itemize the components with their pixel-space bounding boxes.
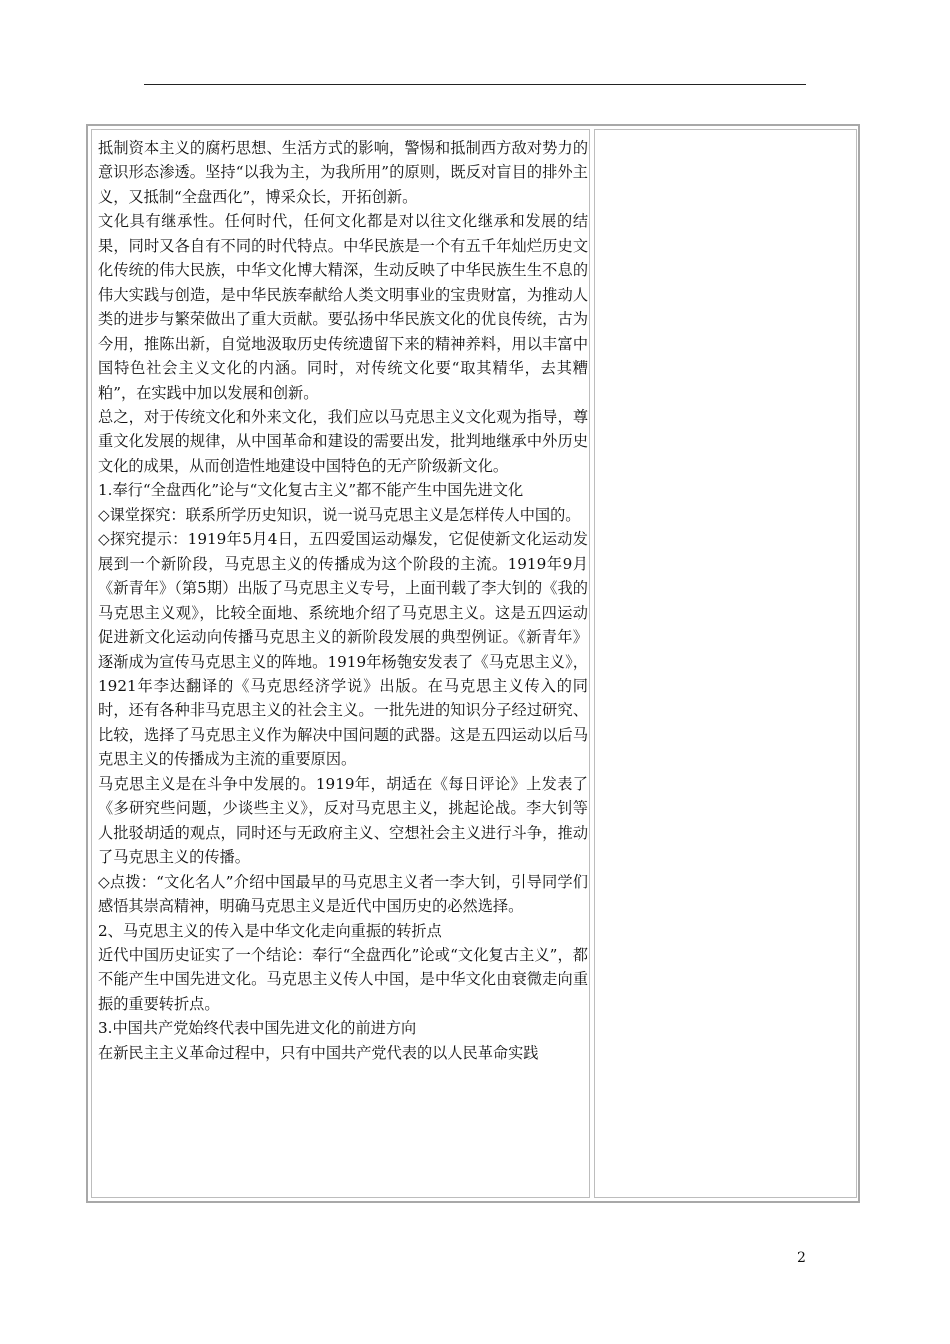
main-text	[98, 136, 588, 1065]
notes-cell	[594, 129, 857, 1198]
section-heading: 2、马克思主义的传入是中华文化走向重振的转折点	[98, 921, 442, 940]
paragraph: ◇点拨：“文化名人”介绍中国最早的马克思主义者一李大钊，引导同学们感悟其崇高精神，明确马克思主义是近代中国历史的必然选择。	[98, 872, 588, 916]
page-number: 2	[797, 1250, 806, 1266]
content-table	[86, 124, 860, 1203]
main-text-cell	[91, 129, 590, 1198]
paragraph: 抵制资本主义的腐朽思想、生活方式的影响，警惕和抵制西方敌对势力的意识形态渗透。坚持“以我为主，为我所用”的原则，既反对盲目的排外主义，又抵制“全盘西化”，博采众长，开拓创新。	[98, 139, 588, 206]
header-rule	[144, 84, 806, 85]
paragraph: 文化具有继承性。任何时代，任何文化都是对以往文化继承和发展的结果，同时又各自有不同的时代特点。中华民族是一个有五千年灿烂历史文化传统的伟大民族，中华文化博大精深，生动反映了中华民族生生不息的伟大实践与创造，是中华民族奉献给人类文明事业的宝贵财富，为推动人类的进步与繁荣做出了重大贡献。要弘扬中华民族文化的优良传统，古为今用，推陈出新，自觉地汲取历史传统遗留下来的精神养料，用以丰富中国特色社会主义文化的内涵。同时，对传统文化要“取其精华，去其糟粕”，在实践中加以发展和创新。	[98, 212, 588, 402]
paragraph: 马克思主义是在斗争中发展的。1919年，胡适在《每日评论》上发表了《多研究些问题，少谈些主义》，反对马克思主义，挑起论战。李大钊等人批驳胡适的观点，同时还与无政府主义、空想社会主义进行斗争，推动了马克思主义的传播。	[98, 774, 588, 867]
paragraph: ◇课堂探究：联系所学历史知识，说一说马克思主义是怎样传人中国的。	[98, 505, 581, 524]
section-heading: 3.中国共产党始终代表中国先进文化的前进方向	[98, 1019, 417, 1038]
paragraph: 总之，对于传统文化和外来文化，我们应以马克思主义文化观为指导，尊重文化发展的规律，从中国革命和建设的需要出发，批判地继承中外历史文化的成果，从而创造性地建设中国特色的无产阶级新文化。	[98, 407, 588, 475]
paragraph: 在新民主主义革命过程中，只有中国共产党代表的以人民革命实践	[98, 1043, 539, 1062]
paragraph: ◇探究提示：1919年5月4日，五四爱国运动爆发，它促使新文化运动发展到一个新阶段，马克思主义的传播成为这个阶段的主流。1919年9月《新青年》（第5期）出版了马克思主义专号，上面刊载了李大钊的《我的马克思主义观》，比较全面地、系统地介绍了马克思主义。这是五四运动促进新文化运动向传播马克思主义的新阶段发展的典型例证。《新青年》逐渐成为宣传马克思主义的阵地。1919年杨匏安发表了《马克思主义》，1921年李达翻译的《马克思经济学说》出版。在马克思主义传入的同时，还有各种非马克思主义的社会主义。一批先进的知识分子经过研究、比较，选择了马克思主义作为解决中国问题的武器。这是五四运动以后马克思主义的传播成为主流的重要原因。	[98, 530, 588, 769]
section-heading: 1.奉行“全盘西化”论与“文化复古主义”都不能产生中国先进文化	[98, 481, 524, 500]
paragraph: 近代中国历史证实了一个结论：奉行“全盘西化”论或“文化复古主义”，都不能产生中国先进文化。马克思主义传人中国，是中华文化由衰微走向重振的重要转折点。	[98, 945, 588, 1013]
